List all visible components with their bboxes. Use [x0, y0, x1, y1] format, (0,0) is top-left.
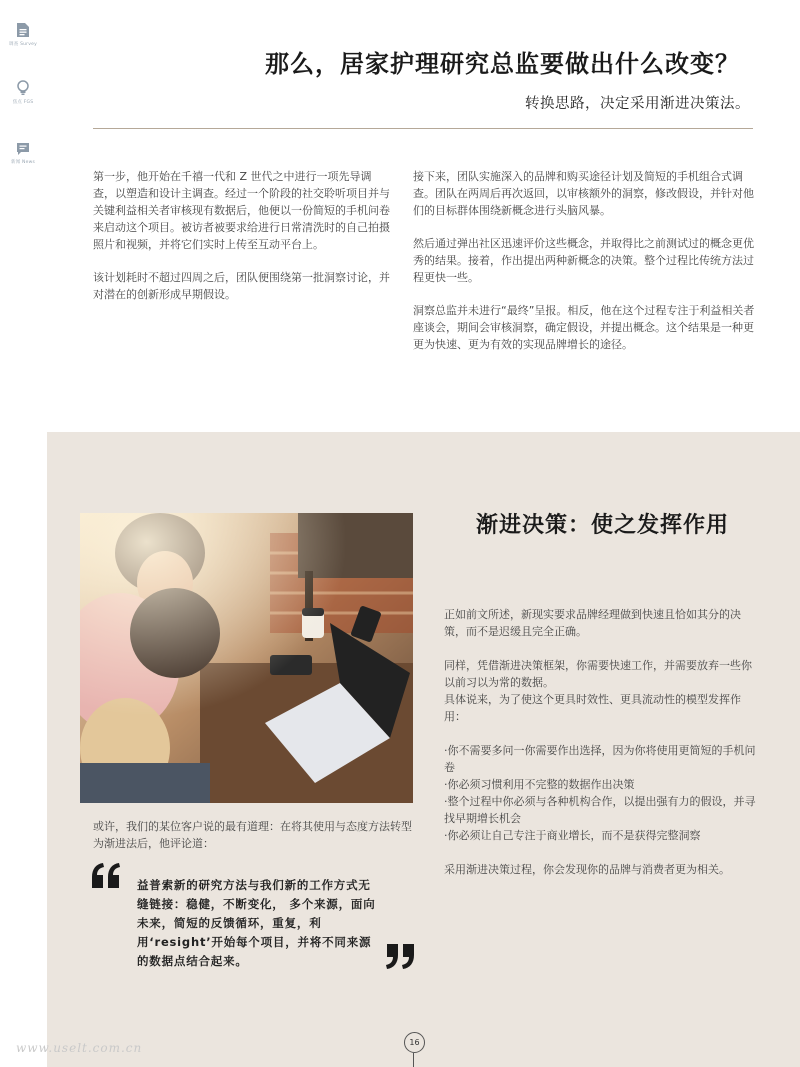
page-number: 16 — [404, 1032, 425, 1053]
open-quote-icon — [90, 862, 122, 890]
paragraph: 洞察总监并未进行“最终”呈报。相反，他在这个过程专注于利益相关者座谈会，期间会审核洞察，确定假设，并提出概念。这个结果是一种更更为快速、更为有效的实现品牌增长的途径。 — [413, 304, 755, 351]
list-item: ·整个过程中你必须与各种机构合作，以提出强有力的假设，并寻找早期增长机会 — [444, 795, 756, 825]
page-subtitle: 转换思路，决定采用渐进决策法。 — [525, 96, 750, 112]
header-divider — [93, 128, 753, 129]
quote-intro: 或许，我们的某位客户说的最有道理：在将其使用与态度方法转型为渐进法后，他评论道： — [93, 820, 412, 850]
team-photo — [80, 513, 413, 803]
right-column — [413, 168, 756, 369]
quote-text: 益普索新的研究方法与我们新的工作方式无缝链接：稳健，不断变化， 多个来源，面向未来，简短的反馈循环，重复，利用‘resight’开始每个项目，并将不同来源的数据点结合起来。 — [137, 878, 376, 968]
chat-icon — [16, 142, 30, 156]
section-title: 渐进决策：使之发挥作用 — [476, 513, 730, 538]
lightbulb-icon — [16, 80, 30, 96]
paragraph: 采用渐进决策过程，你会发现你的品牌与消费者更为相关。 — [444, 863, 730, 876]
close-quote-icon — [384, 942, 416, 970]
section-body — [444, 606, 756, 895]
list-item: ·你不需要多问一你需要作出选择，因为你将使用更简短的手机问卷 — [444, 744, 756, 774]
page-number-line — [413, 1053, 414, 1067]
watermark: www.uselt.com.cn — [16, 1041, 143, 1055]
paragraph: 具体说来，为了使这个更具时效性、更具流动性的模型发挥作用： — [444, 693, 741, 723]
paragraph: 正如前文所述，新现实要求品牌经理做到快速且恰如其分的决策，而不是迟缓且完全正确。 — [444, 608, 741, 638]
paragraph: 然后通过弹出社区迅速评价这些概念，并取得比之前测试过的概念更优秀的结果。接着，作出提出两种新概念的决策。整个过程比传统方法过程更快一些。 — [413, 237, 754, 284]
paragraph: 同样，凭借渐进决策框架，你需要快速工作，并需要放弃一些你以前习以为常的数据。 — [444, 659, 752, 689]
nav-item-news[interactable] — [0, 142, 46, 165]
page-title: 那么，居家护理研究总监要做出什么改变？ — [265, 50, 740, 78]
nav-label-fgs: 焦点 FGS — [12, 100, 34, 105]
left-column — [93, 168, 393, 319]
document-icon — [16, 22, 30, 38]
paragraph: 该计划耗时不超过四周之后，团队便围绕第一批洞察讨论，并对潜在的创新形成早期假设。 — [93, 271, 390, 301]
paragraph: 接下来，团队实施深入的品牌和购买途径计划及简短的手机组合式调查。团队在两周后再次返回，以审核额外的洞察，修改假设，并针对他们的目标群体围绕新概念进行头脑风暴。 — [413, 170, 754, 217]
nav-item-fgs[interactable] — [0, 80, 46, 105]
paragraph: 第一步，他开始在千禧一代和 Z 世代之中进行一项先导调查，以塑造和设计主调查。经过一个阶段的社交聆听项目并与关键利益相关者审核现有数据后，他便以一份简短的手机问卷来启动这个项目。被访者被要求给进行日常清洗时的自己拍摄照片和视频，并将它们实时上传至互动平台上。 — [93, 170, 390, 251]
bullet-list — [444, 742, 756, 844]
nav-item-survey[interactable] — [0, 22, 46, 47]
nav-label-survey: 调查 Survey — [9, 42, 37, 47]
nav-label-news: 新闻 News — [11, 160, 35, 165]
list-item: ·你必须让自己专注于商业增长，而不是获得完整洞察 — [444, 829, 701, 842]
list-item: ·你必须习惯利用不完整的数据作出决策 — [444, 778, 635, 791]
